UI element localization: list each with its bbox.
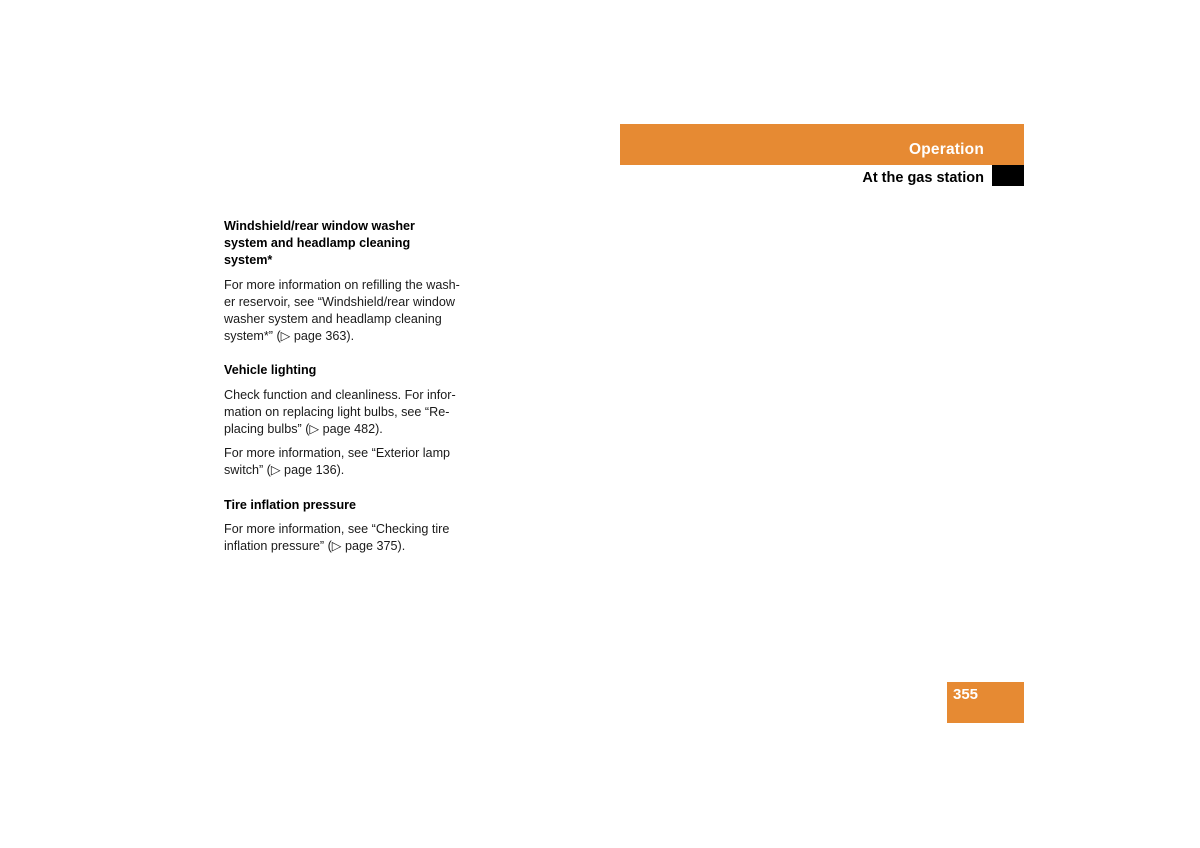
text-line: washer system and headlamp cleaning [224,312,442,327]
paragraph-washer-info [224,277,474,346]
heading-windshield-washer [224,218,474,270]
paragraph-tire-pressure [224,521,474,555]
text-line: switch” (▷ page 136). [224,463,345,478]
text-line: placing bulbs” (▷ page 482). [224,422,383,437]
text-line: Check function and cleanliness. For infor- [224,387,456,402]
heading-tire-pressure [224,497,474,514]
text-line: For more information, see “Exterior lamp [224,446,451,461]
paragraph-lighting-check [224,387,474,439]
page-number-box [947,682,1024,723]
text-line: For more information on refilling the wash- [224,277,460,292]
heading-line: Tire inflation pressure [224,497,357,512]
heading-vehicle-lighting [224,362,474,379]
text-line: system*” (▷ page 363). [224,329,355,344]
text-line: mation on replacing light bulbs, see “Re- [224,404,450,419]
text-line: er reservoir, see “Windshield/rear window [224,294,455,309]
text-line: inflation pressure” (▷ page 375). [224,539,406,554]
text-line: For more information, see “Checking tire [224,521,450,536]
heading-line: system* [224,253,273,268]
section-marker [992,165,1024,186]
section-title: At the gas station [862,170,984,186]
heading-line: Vehicle lighting [224,363,317,378]
page-number: 355 [953,686,979,703]
heading-line: Windshield/rear window washer [224,219,415,233]
chapter-title: Operation [908,141,984,158]
main-content [224,218,474,555]
heading-line: system and headlamp cleaning [224,236,411,251]
paragraph-lighting-switch [224,445,474,479]
